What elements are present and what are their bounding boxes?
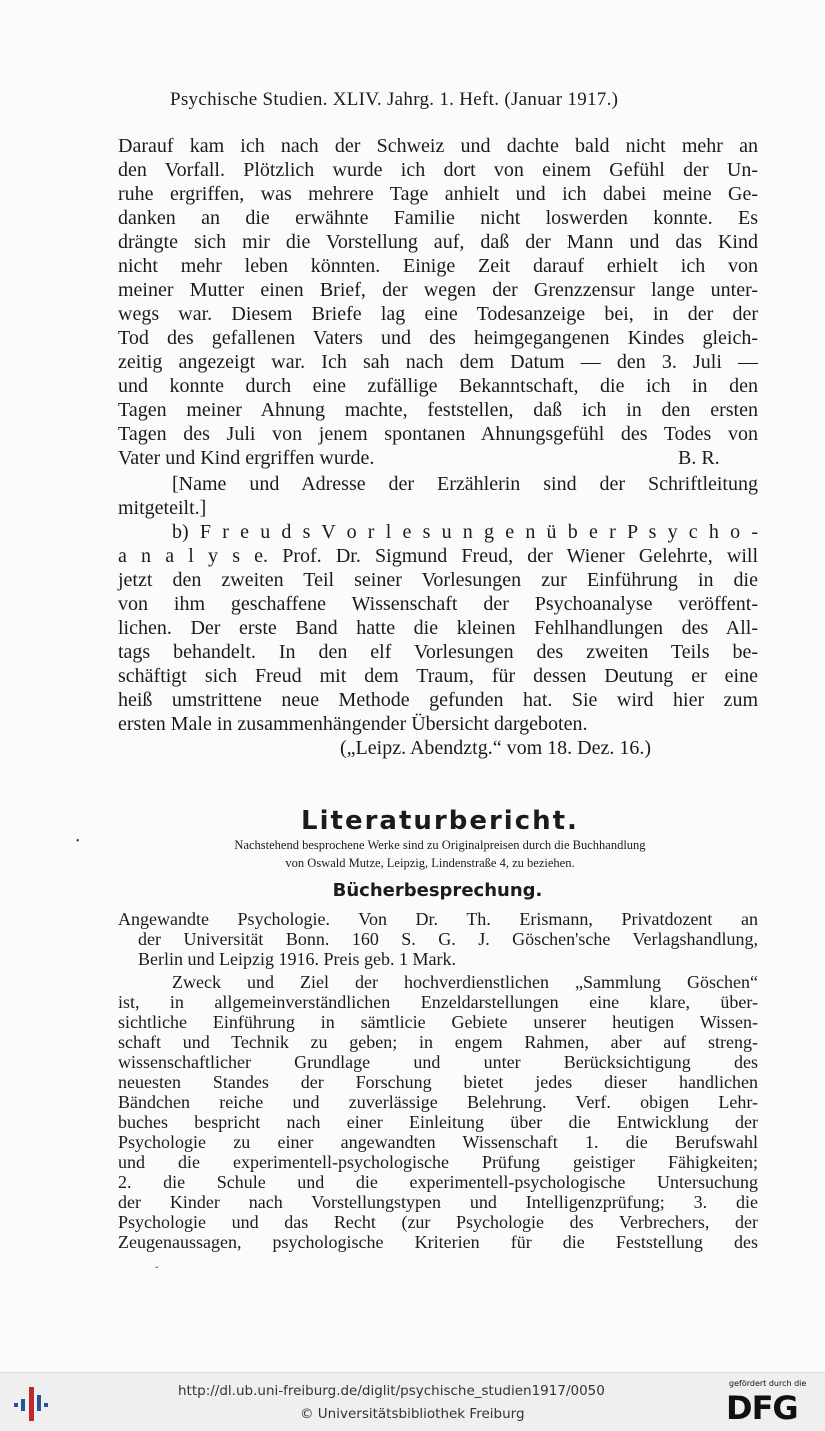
text-line: meiner Mutter einen Brief, der wegen der Grenzzensur lange unter- bbox=[118, 279, 758, 301]
signature: B. R. bbox=[678, 447, 720, 469]
text-line: Tagen meiner Ahnung machte, feststellen, daß ich in den ersten bbox=[118, 399, 758, 421]
running-header: Psychische Studien. XLIV. Jahrg. 1. Heft. (Januar 1917.) bbox=[170, 89, 619, 110]
text-line: 2. die Schule und die experimentell-psychologische Untersuchung bbox=[118, 1172, 758, 1192]
text-line: und die experimentell-psychologische Prüfung geistiger Fähigkeiten; bbox=[118, 1152, 758, 1172]
speck: • bbox=[76, 836, 80, 847]
text-line: neuesten Standes der Forschung bietet jedes dieser handlichen bbox=[118, 1072, 758, 1092]
text-line: wissenschaftlicher Grundlage und unter Berücksichtigung des bbox=[118, 1052, 758, 1072]
text-line: Zeugenaussagen, psychologische Kriterien für die Feststellung des bbox=[118, 1232, 758, 1252]
section-title: Literaturbericht. bbox=[301, 806, 579, 836]
dfg-logo: DFG bbox=[726, 1389, 798, 1427]
permalink[interactable]: http://dl.ub.uni-freiburg.de/diglit/psychische_studien1917/0050 bbox=[178, 1383, 605, 1399]
text-line: ersten Male in zusammenhängender Übersicht dargeboten. bbox=[118, 713, 588, 735]
bookseller-note: Nachstehend besprochene Werke sind zu Originalpreisen durch die Buchhandlung bbox=[234, 838, 646, 852]
text-line: heiß umstrittene neue Methode gefunden hat. Sie wird hier zum bbox=[118, 689, 758, 711]
text-line: Psychologie und das Recht (zur Psychologie des Verbrechers, der bbox=[118, 1212, 758, 1232]
copyright: © Universitätsbibliothek Freiburg bbox=[300, 1406, 525, 1422]
editor-note-end: mitgeteilt.] bbox=[118, 497, 207, 519]
text-line: a n a l y s e. Prof. Dr. Sigmund Freud, der Wiener Gelehrte, will bbox=[118, 545, 758, 567]
text-line: tags behandelt. In den elf Vorlesungen des zweiten Teils be- bbox=[118, 641, 758, 663]
text-line: Bändchen reiche und zuverlässige Belehrung. Verf. obigen Lehr- bbox=[118, 1092, 758, 1112]
text-line: den Vorfall. Plötzlich wurde ich dort von einem Gefühl der Un- bbox=[118, 159, 758, 181]
section-b-heading: b) F r e u d s V o r l e s u n g e n ü b e r P s y c h o - bbox=[172, 521, 758, 543]
review-heading: Berlin und Leipzig 1916. Preis geb. 1 Mark. bbox=[138, 949, 456, 969]
speck: ˇ bbox=[155, 1266, 159, 1277]
review-heading: Angewandte Psychologie. Von Dr. Th. Erismann, Privatdozent an bbox=[118, 909, 758, 929]
text-line: jetzt den zweiten Teil seiner Vorlesungen zur Einführung in die bbox=[118, 569, 758, 591]
text-line: Darauf kam ich nach der Schweiz und dachte bald nicht mehr an bbox=[118, 135, 758, 157]
subsection-title: Bücherbesprechung. bbox=[332, 880, 543, 901]
editor-note: [Name und Adresse der Erzählerin sind der Schriftleitung bbox=[172, 473, 758, 495]
text-line: lichen. Der erste Band hatte die kleinen Fehlhandlungen des All- bbox=[118, 617, 758, 639]
dfg-funding-note: gefördert durch die bbox=[729, 1379, 807, 1388]
text-line: und konnte durch eine zufällige Bekanntschaft, die ich in den bbox=[118, 375, 758, 397]
source-citation: („Leipz. Abendztg.“ vom 18. Dez. 16.) bbox=[340, 737, 652, 759]
text-line: Vater und Kind ergriffen wurde. bbox=[118, 447, 375, 469]
text-line: buches bespricht nach einer Einleitung über die Entwicklung der bbox=[118, 1112, 758, 1132]
text-line: der Kinder nach Vorstellungstypen und Intelligenzprüfung; 3. die bbox=[118, 1192, 758, 1212]
text-line: ist, in allgemeinverständlichen Enzeldarstellungen eine klare, über- bbox=[118, 992, 758, 1012]
bookseller-note: von Oswald Mutze, Leipzig, Lindenstraße 4, zu beziehen. bbox=[285, 856, 575, 870]
text-line: wegs war. Diesem Briefe lag eine Todesanzeige bei, in der der bbox=[118, 303, 758, 325]
text-line: schaft und Technik zu geben; in engem Rahmen, aber auf streng- bbox=[118, 1032, 758, 1052]
text-line: zeitig angezeigt war. Ich sah nach dem Datum — den 3. Juli — bbox=[118, 351, 758, 373]
text-line: sichtliche Einführung in sämtlicie Gebiete unserer heutigen Wissen- bbox=[118, 1012, 758, 1032]
text-line: von ihm geschaffene Wissenschaft der Psychoanalyse veröffent- bbox=[118, 593, 758, 615]
viewer-footer bbox=[0, 1372, 825, 1431]
review-heading: der Universität Bonn. 160 S. G. J. Göschen'sche Verlagshandlung, bbox=[138, 929, 758, 949]
text-line: drängte sich mir die Vorstellung auf, daß der Mann und das Kind bbox=[118, 231, 758, 253]
text-line: danken an die erwähnte Familie nicht loswerden konnte. Es bbox=[118, 207, 758, 229]
text-line: Tod des gefallenen Vaters und des heimgegangenen Kindes gleich- bbox=[118, 327, 758, 349]
text-line: ruhe ergriffen, was mehrere Tage anhielt und ich dabei meine Ge- bbox=[118, 183, 758, 205]
text-line: schäftigt sich Freud mit dem Traum, für dessen Deutung er eine bbox=[118, 665, 758, 687]
text-line: Tagen des Juli von jenem spontanen Ahnungsgefühl des Todes von bbox=[118, 423, 758, 445]
text-line: nicht mehr leben könnten. Einige Zeit darauf erhielt ich von bbox=[118, 255, 758, 277]
text-line: Psychologie zu einer angewandten Wissenschaft 1. die Berufswahl bbox=[118, 1132, 758, 1152]
ub-freiburg-logo-icon bbox=[12, 1383, 52, 1423]
text-line: Zweck und Ziel der hochverdienstlichen „Sammlung Göschen“ bbox=[172, 972, 758, 992]
